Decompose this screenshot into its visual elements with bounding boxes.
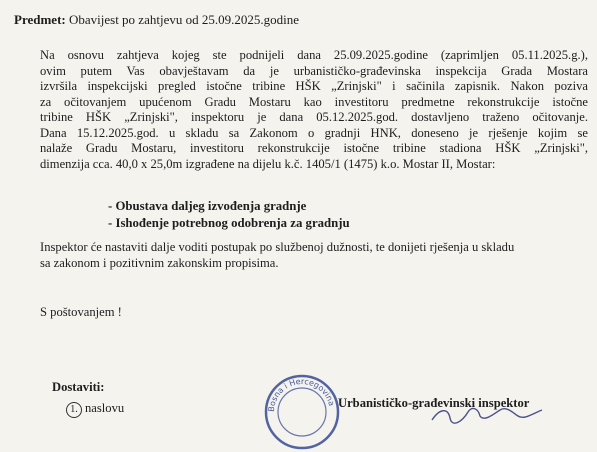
subject-label: Predmet: [14, 12, 66, 27]
closing-line: Inspektor će nastaviti dalje voditi postupak po službenoj dužnosti, te donijeti rješenja u skladu [40, 240, 515, 254]
signature-icon [428, 404, 548, 424]
closing-line: sa zakonom i pozitivnim zakonskim propisima. [40, 255, 279, 270]
body-line: za očitovanjem upućenom Gradu Mostaru kao investitoru predmetne rekonstrukcije istočne [40, 94, 588, 109]
body-line: Dana 15.12.2025.god. u skladu sa Zakonom o gradnji HNK, doneseno je rješenje kojim se [40, 125, 588, 140]
regards: S poštovanjem ! [40, 305, 122, 319]
delivery-label: Dostaviti: [52, 380, 105, 394]
body-paragraph [40, 48, 588, 172]
recipient-number: 1. [66, 402, 82, 418]
subject-line [14, 12, 299, 28]
recipient-name: naslovu [85, 401, 125, 415]
body-line: dimenzija cca. 40,0 x 25,0m izgrađene na dijelu k.č. 1405/1 (1475) k.o. Mostar II, Mostar: [40, 156, 496, 171]
closing-paragraph [40, 240, 588, 271]
body-line: tribine HŠK „Zrinjski", inspektoru je dana 05.12.2025.god. dostavljeno traženo očitovanje. [40, 110, 588, 124]
body-line: nalaže Gradu Mostaru, investitoru rekonstrukcije istočne tribine stadiona HŠK „Zrinjski", [40, 141, 588, 155]
inspector-title: Urbanističko-građevinski inspektor [338, 396, 530, 410]
measure-item: - Obustava daljeg izvođenja gradnje [108, 199, 307, 213]
delivery-recipient [66, 401, 124, 418]
body-line: ovim putem Vas obavještavam da je urbanističko-građevinska inspekcija Grada Mostara [40, 63, 588, 78]
measures-list [108, 198, 350, 232]
stamp-text: Bosna i Hercegovina [266, 376, 337, 413]
body-line: izvršila inspekcijski pregled istočne tribine HŠK „Zrinjski" i sačinila zapisnik. Nakon poziva [40, 79, 588, 93]
subject-value: Obavijest po zahtjevu od 25.09.2025.godine [68, 12, 299, 27]
body-line: Na osnovu zahtjeva kojeg ste podnijeli dana 25.09.2025.godine (zaprimljen 05.11.2025.g.), [40, 48, 588, 62]
official-stamp-icon [262, 372, 342, 452]
measure-item: - Ishođenje potrebnog odobrenja za gradnju [108, 216, 350, 230]
